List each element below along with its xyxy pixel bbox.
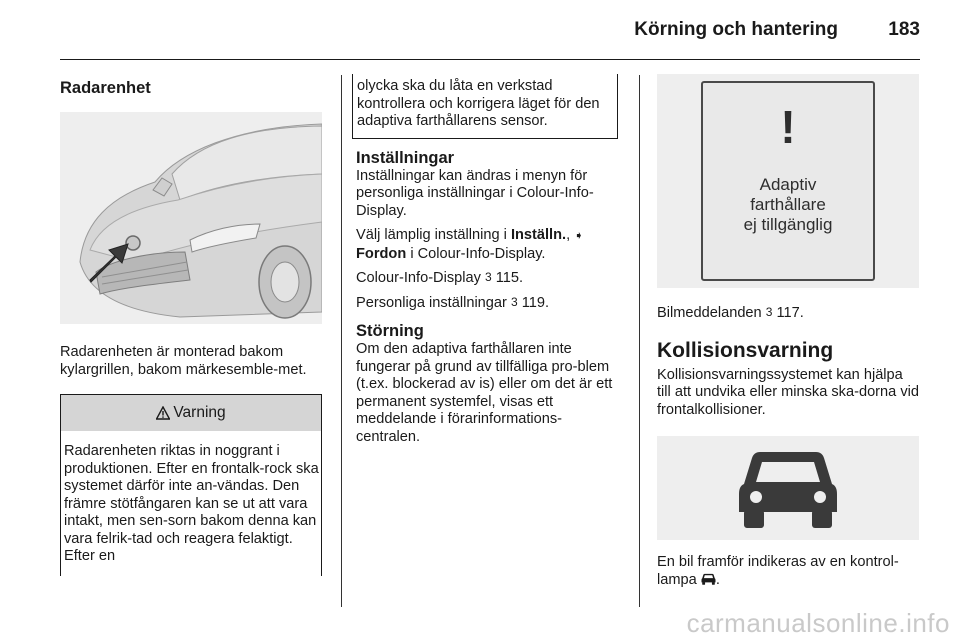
car-front-icon	[738, 446, 838, 530]
column-divider-2	[639, 75, 640, 607]
warning-continuation-box	[352, 74, 618, 139]
page-header	[0, 0, 960, 60]
warning-header	[61, 395, 321, 431]
radar-description: Radarenheten är monterad bakom kylargrillen, bakom märkesemble-met.	[60, 344, 307, 378]
menu-path-installn: Inställn.	[510, 227, 567, 243]
column-divider-1	[341, 75, 342, 607]
settings-paragraph-2: Välj lämplig inställning i Inställn., ➧ Fordon i Colour-Info-Display.	[356, 227, 584, 262]
warning-label: Varning	[173, 404, 226, 422]
page-reference-icon: 3	[510, 294, 518, 309]
column-2	[356, 74, 618, 446]
car-front-grille-radar-illustration	[60, 112, 322, 324]
indicator-paragraph: En bil framför indikeras av en kontrol-lampa .	[657, 554, 899, 588]
warning-text: Radarenheten riktas in noggrant i produktionen. Efter en frontalk-rock ska systemet därför inte an-vändas. Den främre stötfångaren kan se ut att vara intakt, men sen-sorn bakom denna kan vara felrik-tad och reagera felaktigt. Efter en	[64, 443, 319, 564]
column-1	[60, 74, 322, 576]
section-title-installningar: Inställningar	[356, 148, 455, 167]
warning-triangle-icon	[156, 406, 170, 420]
display-line-2: farthållare	[750, 195, 826, 214]
car-indicator-icon	[701, 573, 716, 585]
car-illustration	[60, 112, 322, 324]
page-reference-icon: 3	[484, 270, 492, 284]
settings-paragraph-1: Inställningar kan ändras i menyn för personliga inställningar i Colour-Info-Display.	[356, 167, 594, 219]
fault-paragraph: Om den adaptiva farthållaren inte fungerar på grund av tillfälliga pro-blem (t.ex. blockerad av is) eller om det är ett permanent systemfel, visas ett meddelande i förarinformations-centralen.	[356, 341, 613, 445]
warning-box	[60, 394, 322, 576]
chapter-title: Körning och hantering	[634, 19, 838, 40]
watermark: carmanualsonline.info	[686, 608, 950, 638]
display-line-3: ej tillgänglig	[743, 215, 833, 234]
page-number: 183	[888, 19, 920, 40]
menu-arrow-icon: ➧	[574, 230, 584, 242]
page-reference-icon: 3	[765, 305, 773, 319]
display-line-1: Adaptiv	[759, 175, 817, 194]
menu-path-fordon: Fordon	[356, 245, 407, 262]
section-title-kollisionsvarning: Kollisionsvarning	[657, 338, 834, 362]
column-3	[657, 74, 919, 589]
header-rule	[60, 59, 920, 60]
section-title-radarenhet: Radarenhet	[60, 79, 151, 97]
warning-continued-text: olycka ska du låta en verkstad kontrollera och korrigera läget för den adaptiva farthållarens sensor.	[357, 78, 600, 129]
reference-personal-settings: Personliga inställningar 3 119.	[356, 294, 550, 311]
display-message-illustration	[657, 74, 919, 288]
section-title-storning: Störning	[356, 322, 424, 340]
collision-paragraph: Kollisionsvarningssystemet kan hjälpa till att undvika eller minska ska-dorna vid frontalkollisioner.	[657, 366, 919, 418]
car-indicator-illustration	[657, 436, 919, 540]
display-screen	[701, 81, 875, 281]
reference-colour-info-display: Colour-Info-Display 3 115.	[356, 270, 524, 286]
exclamation-icon: !	[780, 101, 796, 153]
reference-car-messages: Bilmeddelanden 3 117.	[657, 305, 804, 321]
